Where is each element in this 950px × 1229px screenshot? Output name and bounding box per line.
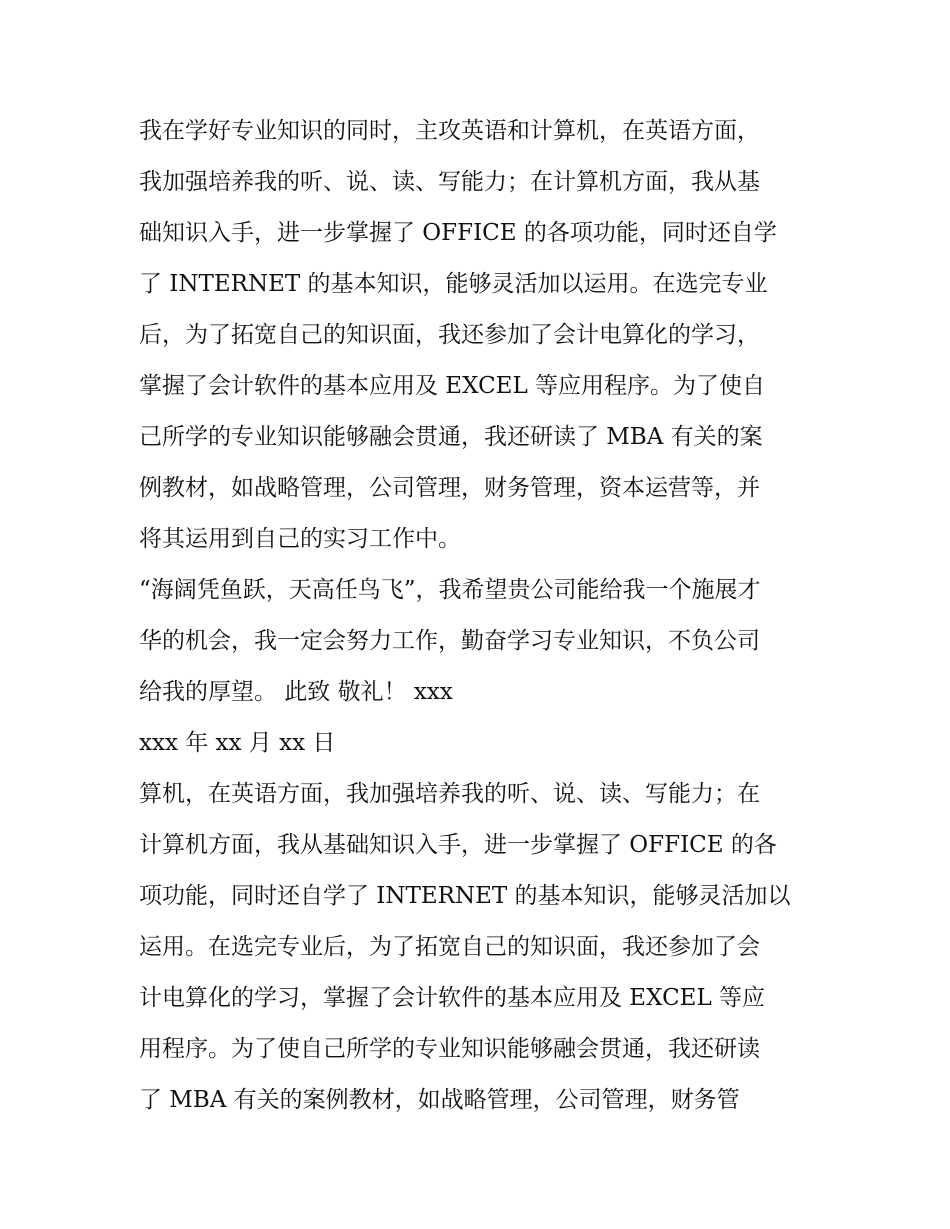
text-line: 我加强培养我的听、说、读、写能力；在计算机方面，我从基 <box>139 169 760 195</box>
text-line: 华的机会，我一定会努力工作，勤奋学习专业知识，不负公司 <box>139 628 760 654</box>
date-line: xxx 年 xx 月 xx 日 <box>139 730 336 756</box>
text-line: 计电算化的学习，掌握了会计软件的基本应用及 EXCEL 等应 <box>139 985 766 1011</box>
text-line: 了 MBA 有关的案例教材，如战略管理，公司管理，财务管 <box>139 1087 740 1113</box>
text-line: 我在学好专业知识的同时，主攻英语和计算机，在英语方面， <box>139 118 760 144</box>
text-line: 将其运用到自己的实习工作中。 <box>139 526 461 552</box>
text-line: 计算机方面，我从基础知识入手，进一步掌握了 OFFICE 的各 <box>139 832 777 858</box>
text-line: 算机，在英语方面，我加强培养我的听、说、读、写能力；在 <box>139 781 760 807</box>
text-line: 运用。在选完专业后，为了拓宽自己的知识面，我还参加了会 <box>139 934 760 960</box>
text-line: 己所学的专业知识能够融会贯通，我还研读了 MBA 有关的案 <box>139 424 763 450</box>
body-text <box>139 106 829 1126</box>
text-line: 用程序。为了使自己所学的专业知识能够融会贯通，我还研读 <box>139 1036 760 1062</box>
closing-line: 给我的厚望。 此致 敬礼！ xxx <box>139 679 453 705</box>
text-line: 后，为了拓宽自己的知识面，我还参加了会计电算化的学习， <box>139 322 760 348</box>
text-line: 了 INTERNET 的基本知识，能够灵活加以运用。在选完专业 <box>139 271 768 297</box>
text-line: 础知识入手，进一步掌握了 OFFICE 的各项功能，同时还自学 <box>139 220 777 246</box>
text-line: 项功能，同时还自学了 INTERNET 的基本知识，能够灵活加以 <box>139 883 791 909</box>
text-line: 掌握了会计软件的基本应用及 EXCEL 等应用程序。为了使自 <box>139 373 766 399</box>
text-line: 例教材，如战略管理，公司管理，财务管理，资本运营等，并 <box>139 475 760 501</box>
text-line: “海阔凭鱼跃，天高任鸟飞”，我希望贵公司能给我一个施展才 <box>139 577 761 603</box>
